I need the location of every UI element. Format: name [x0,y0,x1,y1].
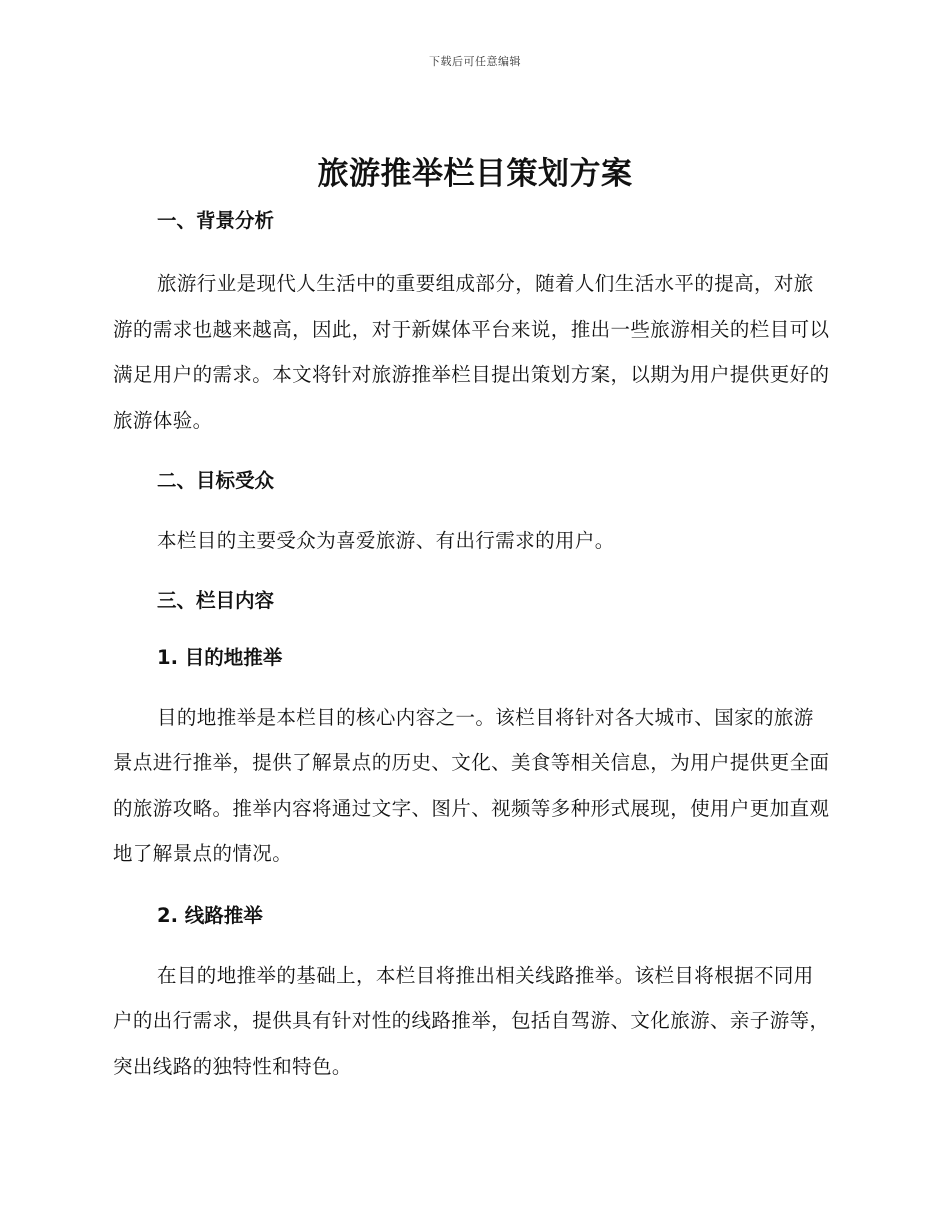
subsection-heading-route: 2. 线路推举 [157,903,263,927]
header-note: 下载后可任意编辑 [429,55,521,68]
section-paragraph-background: 旅游行业是现代人生活中的重要组成部分，随着人们生活水平的提高，对旅游的需求也越来越高，因此，对于新媒体平台来说，推出一些旅游相关的栏目可以满足用户的需求。本文将针对旅游推举栏目提出策划方案，以期为用户提供更好的旅游体验。 [113,272,830,432]
subsection-heading-destination: 1. 目的地推举 [157,645,283,669]
subsection-paragraph-route: 在目的地推举的基础上，本栏目将推出相关线路推举。该栏目将根据不同用户的出行需求，提供具有针对性的线路推举，包括自驾游、文化旅游、亲子游等，突出线路的独特性和特色。 [113,963,830,1078]
section-paragraph-audience: 本栏目的主要受众为喜爱旅游、有出行需求的用户。 [157,529,615,552]
section-heading-background: 一、背景分析 [157,209,275,232]
subsection-paragraph-destination: 目的地推举是本栏目的核心内容之一。该栏目将针对各大城市、国家的旅游景点进行推举，提供了解景点的历史、文化、美食等相关信息，为用户提供更全面的旅游攻略。推举内容将通过文字、图片、视频等多种形式展现，使用户更加直观地了解景点的情况。 [113,705,830,865]
section-heading-audience: 二、目标受众 [157,469,275,492]
document-body [113,202,833,1089]
section-heading-content: 三、栏目内容 [157,588,275,612]
document-title: 旅游推举栏目策划方案 [317,156,633,192]
